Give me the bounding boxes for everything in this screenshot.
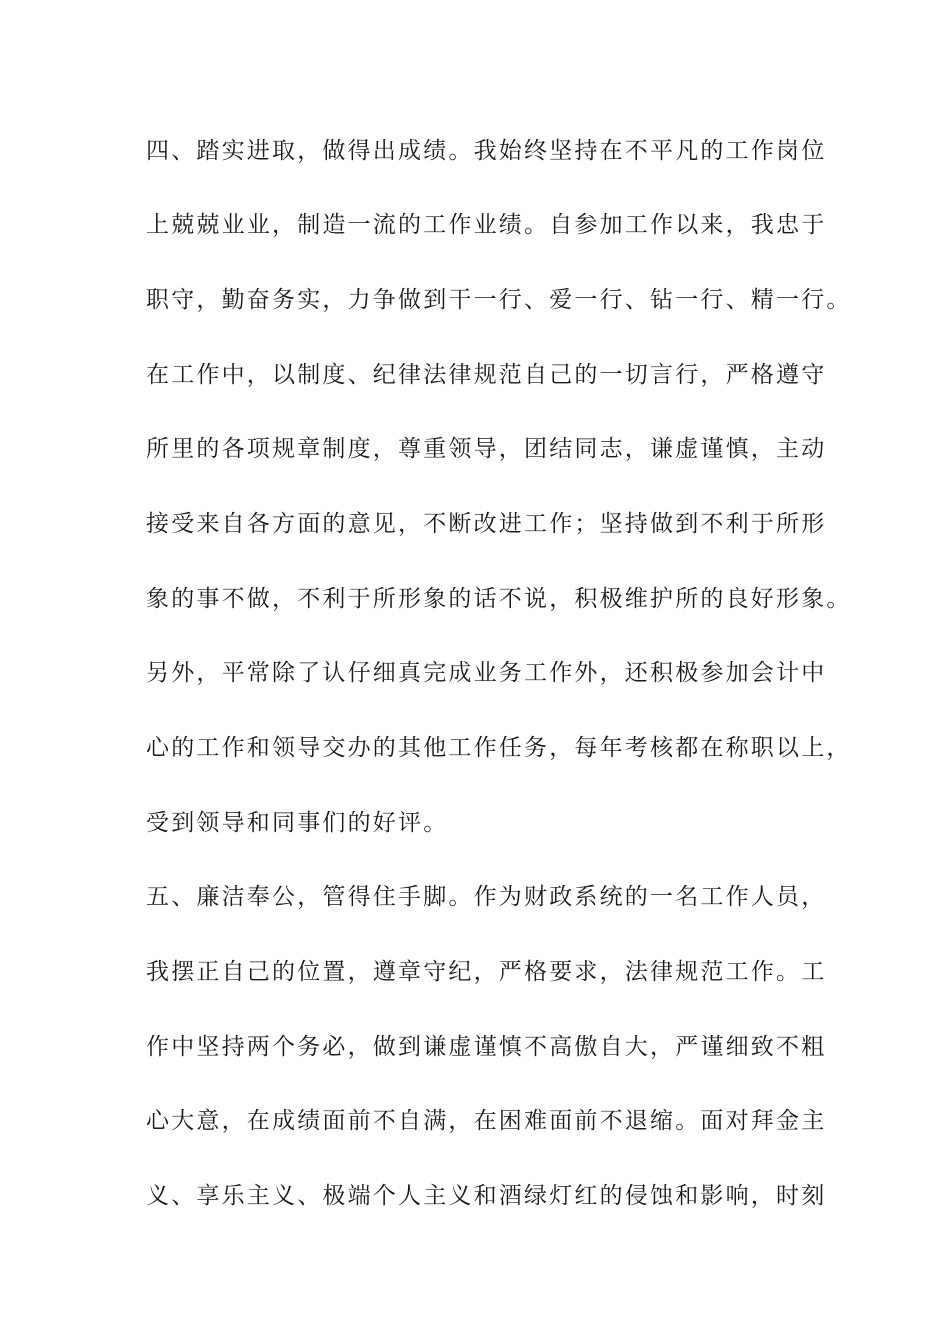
- text-line: 受到领导和同事们的好评。: [146, 810, 449, 836]
- text-line: 另外，平常除了认仔细真完成业务工作外，还积极参加会计中: [146, 660, 827, 686]
- text-line: 职守，勤奋务实，力争做到干一行、爱一行、钻一行、精一行。: [146, 287, 852, 313]
- text-line: 义、享乐主义、极端个人主义和酒绿灯红的侵蚀和影响，时刻: [146, 1183, 827, 1209]
- text-line: 所里的各项规章制度，尊重领导，团结同志，谦虚谨慎，主动: [146, 436, 827, 462]
- text-line: 五、廉洁奉公，管得住手脚。作为财政系统的一名工作人员，: [146, 884, 827, 910]
- text-line: 心的工作和领导交办的其他工作任务，每年考核都在称职以上，: [146, 735, 852, 761]
- text-line: 四、踏实进取，做得出成绩。我始终坚持在不平凡的工作岗位: [146, 138, 827, 164]
- text-line: 我摆正自己的位置，遵章守纪，严格要求，法律规范工作。工: [146, 959, 827, 985]
- text-line: 心大意，在成绩面前不自满，在困难面前不退缩。面对拜金主: [146, 1108, 827, 1134]
- text-line: 在工作中，以制度、纪律法律规范自己的一切言行，严格遵守: [146, 362, 827, 388]
- text-line: 象的事不做，不利于所形象的话不说，积极维护所的良好形象。: [146, 586, 852, 612]
- text-line: 作中坚持两个务必，做到谦虚谨慎不高傲自大，严谨细致不粗: [146, 1034, 827, 1060]
- text-line: 接受来自各方面的意见，不断改进工作；坚持做到不利于所形: [146, 511, 827, 537]
- text-line: 上兢兢业业，制造一流的工作业绩。自参加工作以来，我忠于: [146, 212, 827, 238]
